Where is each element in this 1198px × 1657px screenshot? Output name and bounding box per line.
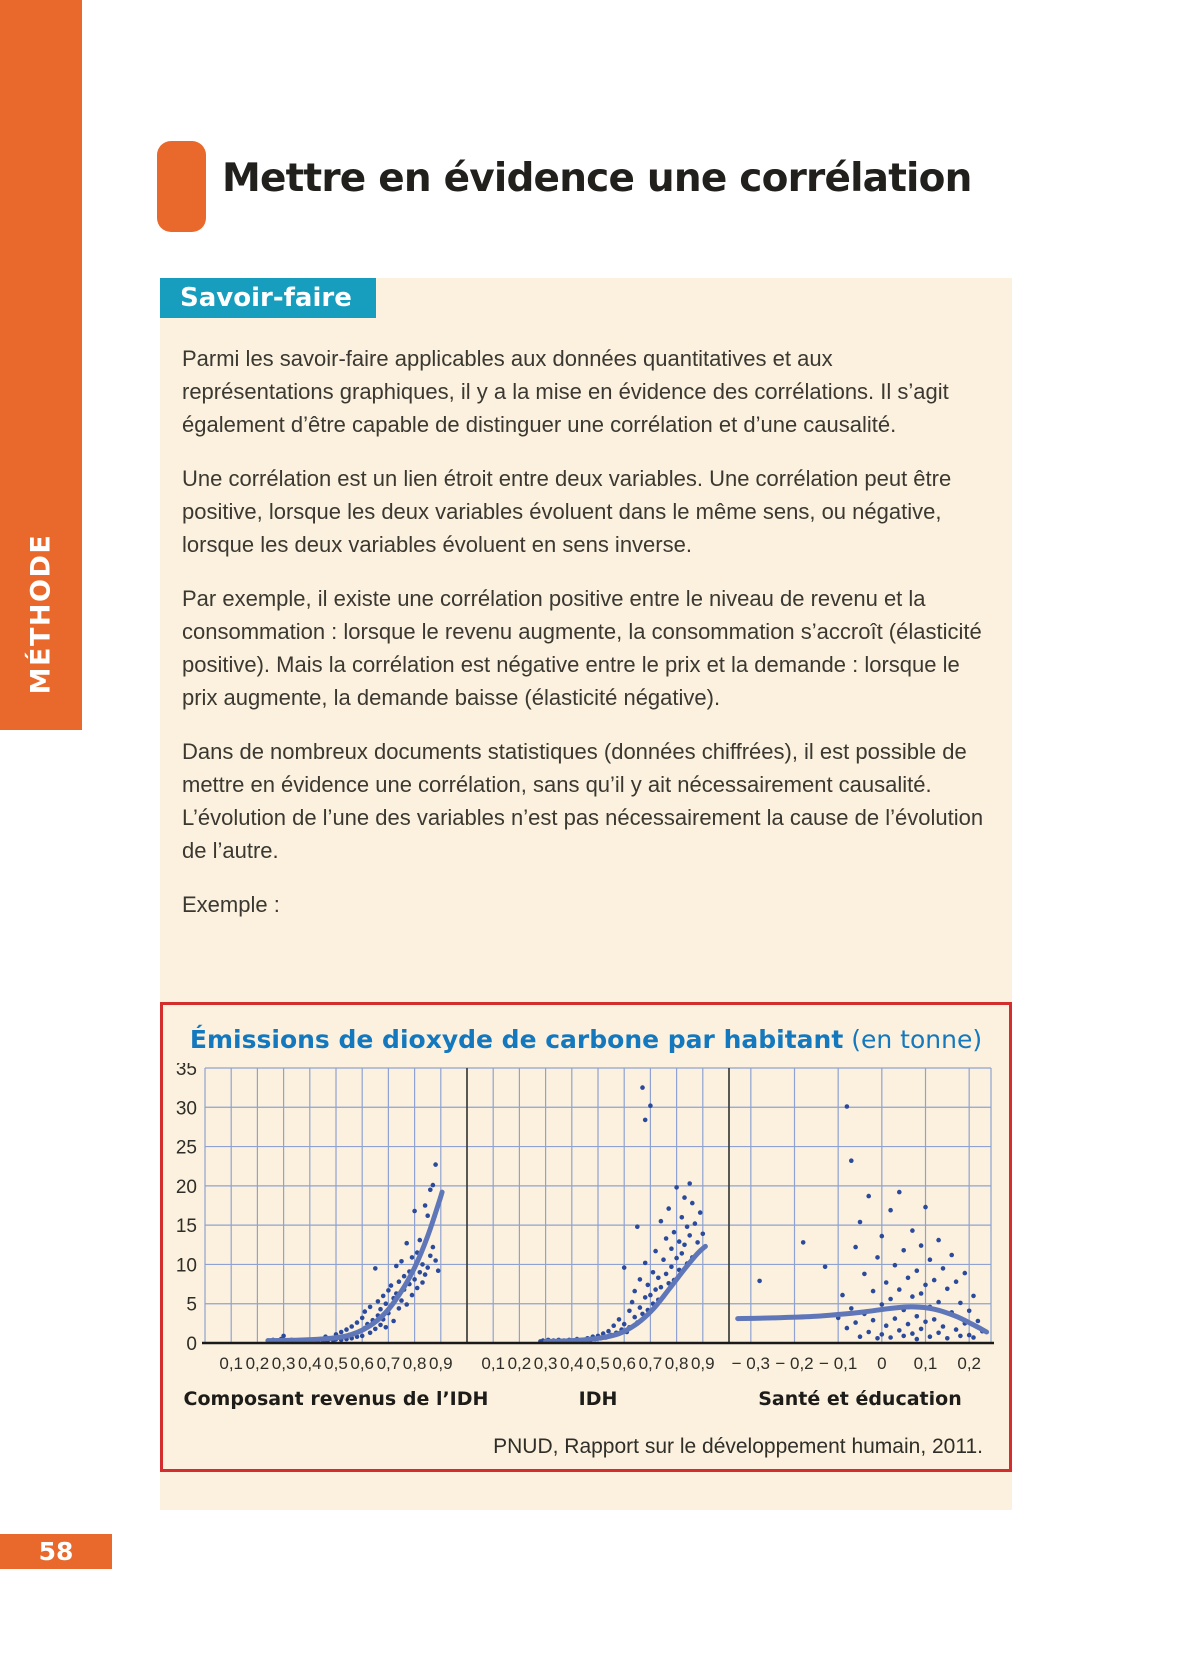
- svg-text:0,7: 0,7: [376, 1354, 401, 1373]
- paragraph: Une corrélation est un lien étroit entre deux variables. Une corrélation peut être positive, lorsque les deux variables évoluent dans le même sens, ou négative, lorsque les deux variables évoluent en sens inverse.: [182, 466, 952, 557]
- chart-title-main: Émissions de dioxyde de carbone par habitant: [189, 1025, 844, 1054]
- panel-axis-title: Composant revenus de l’IDH: [183, 1388, 489, 1410]
- chart-figure: [160, 1002, 1012, 1472]
- svg-text:10: 10: [175, 1255, 197, 1277]
- chart-source: PNUD, Rapport sur le développement humain, 2011.: [493, 1435, 983, 1458]
- example-label: Exemple :: [182, 892, 280, 917]
- svg-text:0,5: 0,5: [586, 1354, 610, 1373]
- paragraph: Dans de nombreux documents statistiques (données chiffrées), il est possible de mettre en évidence une corrélation, sans qu’il y ait nécessairement causalité. L’évolution de l’une des variables n’est pas nécessairement la cause de l’évolution de l’autre.: [182, 739, 984, 863]
- svg-text:− 0,1: − 0,1: [819, 1354, 858, 1373]
- co2-scatter-chart: [163, 1063, 1009, 1423]
- svg-text:15: 15: [175, 1216, 197, 1238]
- svg-text:20: 20: [175, 1176, 197, 1198]
- title-marker: [157, 141, 206, 232]
- savoir-faire-banner: [160, 278, 376, 318]
- y-tick-labels: [176, 1063, 197, 1355]
- sidebar-method-tab: [0, 0, 82, 730]
- svg-text:0,7: 0,7: [638, 1354, 663, 1373]
- scatter-points: [538, 1085, 705, 1343]
- x-tick-labels: [219, 1354, 452, 1373]
- panel-axis-title: Santé et éducation: [758, 1388, 962, 1410]
- svg-text:25: 25: [175, 1137, 197, 1159]
- trend-curve: [546, 1246, 706, 1341]
- page-number-badge: [0, 1534, 112, 1569]
- chart-title: [163, 1025, 1009, 1054]
- svg-text:0,6: 0,6: [612, 1354, 637, 1373]
- trend-curve: [738, 1307, 987, 1332]
- svg-text:0,3: 0,3: [533, 1354, 558, 1373]
- svg-text:0: 0: [877, 1354, 887, 1373]
- svg-text:− 0,2: − 0,2: [775, 1354, 814, 1373]
- x-tick-labels: [732, 1354, 981, 1373]
- svg-text:0: 0: [186, 1334, 197, 1355]
- page-title: Mettre en évidence une corrélation: [222, 156, 972, 201]
- svg-text:0,4: 0,4: [559, 1354, 584, 1373]
- paragraph: Par exemple, il existe une corrélation positive entre le niveau de revenu et la consommation : lorsque le revenu augmente, la consommation s’accroît (élasticité positive). Mais la corrélation est négative entre le prix et la demande : lorsque le prix augmente, la demande baisse (élasticité négative).: [182, 586, 982, 710]
- svg-text:0,4: 0,4: [297, 1354, 322, 1373]
- svg-text:0,6: 0,6: [350, 1354, 375, 1373]
- page-number: 58: [38, 1537, 74, 1566]
- svg-text:0,8: 0,8: [664, 1354, 689, 1373]
- method-label: MÉTHODE: [25, 533, 57, 695]
- svg-text:0,8: 0,8: [402, 1354, 427, 1373]
- svg-text:35: 35: [175, 1063, 197, 1080]
- svg-text:− 0,3: − 0,3: [731, 1354, 770, 1373]
- svg-text:0,1: 0,1: [913, 1354, 938, 1373]
- svg-text:0,9: 0,9: [428, 1354, 453, 1373]
- svg-text:0,3: 0,3: [271, 1354, 296, 1373]
- svg-text:5: 5: [186, 1294, 197, 1316]
- x-tick-labels: [481, 1354, 714, 1373]
- chart-title-unit: (en tonne): [843, 1025, 983, 1054]
- svg-text:0,2: 0,2: [957, 1354, 982, 1373]
- paragraph: Parmi les savoir-faire applicables aux données quantitatives et aux représentations graphiques, il y a la mise en évidence des corrélations. Il s’agit également d’être capable de distinguer une corrélation et d’une causalité.: [182, 346, 949, 437]
- svg-text:0,2: 0,2: [245, 1354, 270, 1373]
- scatter-points: [757, 1104, 984, 1341]
- svg-text:0,9: 0,9: [690, 1354, 715, 1373]
- svg-text:0,1: 0,1: [219, 1354, 244, 1373]
- body-text: [160, 278, 1012, 921]
- svg-text:0,5: 0,5: [324, 1354, 348, 1373]
- panel-axis-title: IDH: [578, 1388, 618, 1410]
- svg-text:0,2: 0,2: [507, 1354, 532, 1373]
- trend-curve: [268, 1192, 442, 1341]
- svg-text:30: 30: [175, 1098, 197, 1120]
- grid-lines: [205, 1068, 991, 1343]
- svg-text:0,1: 0,1: [481, 1354, 506, 1373]
- content-panel: [160, 278, 1012, 1510]
- savoir-faire-label: Savoir-faire: [180, 283, 352, 313]
